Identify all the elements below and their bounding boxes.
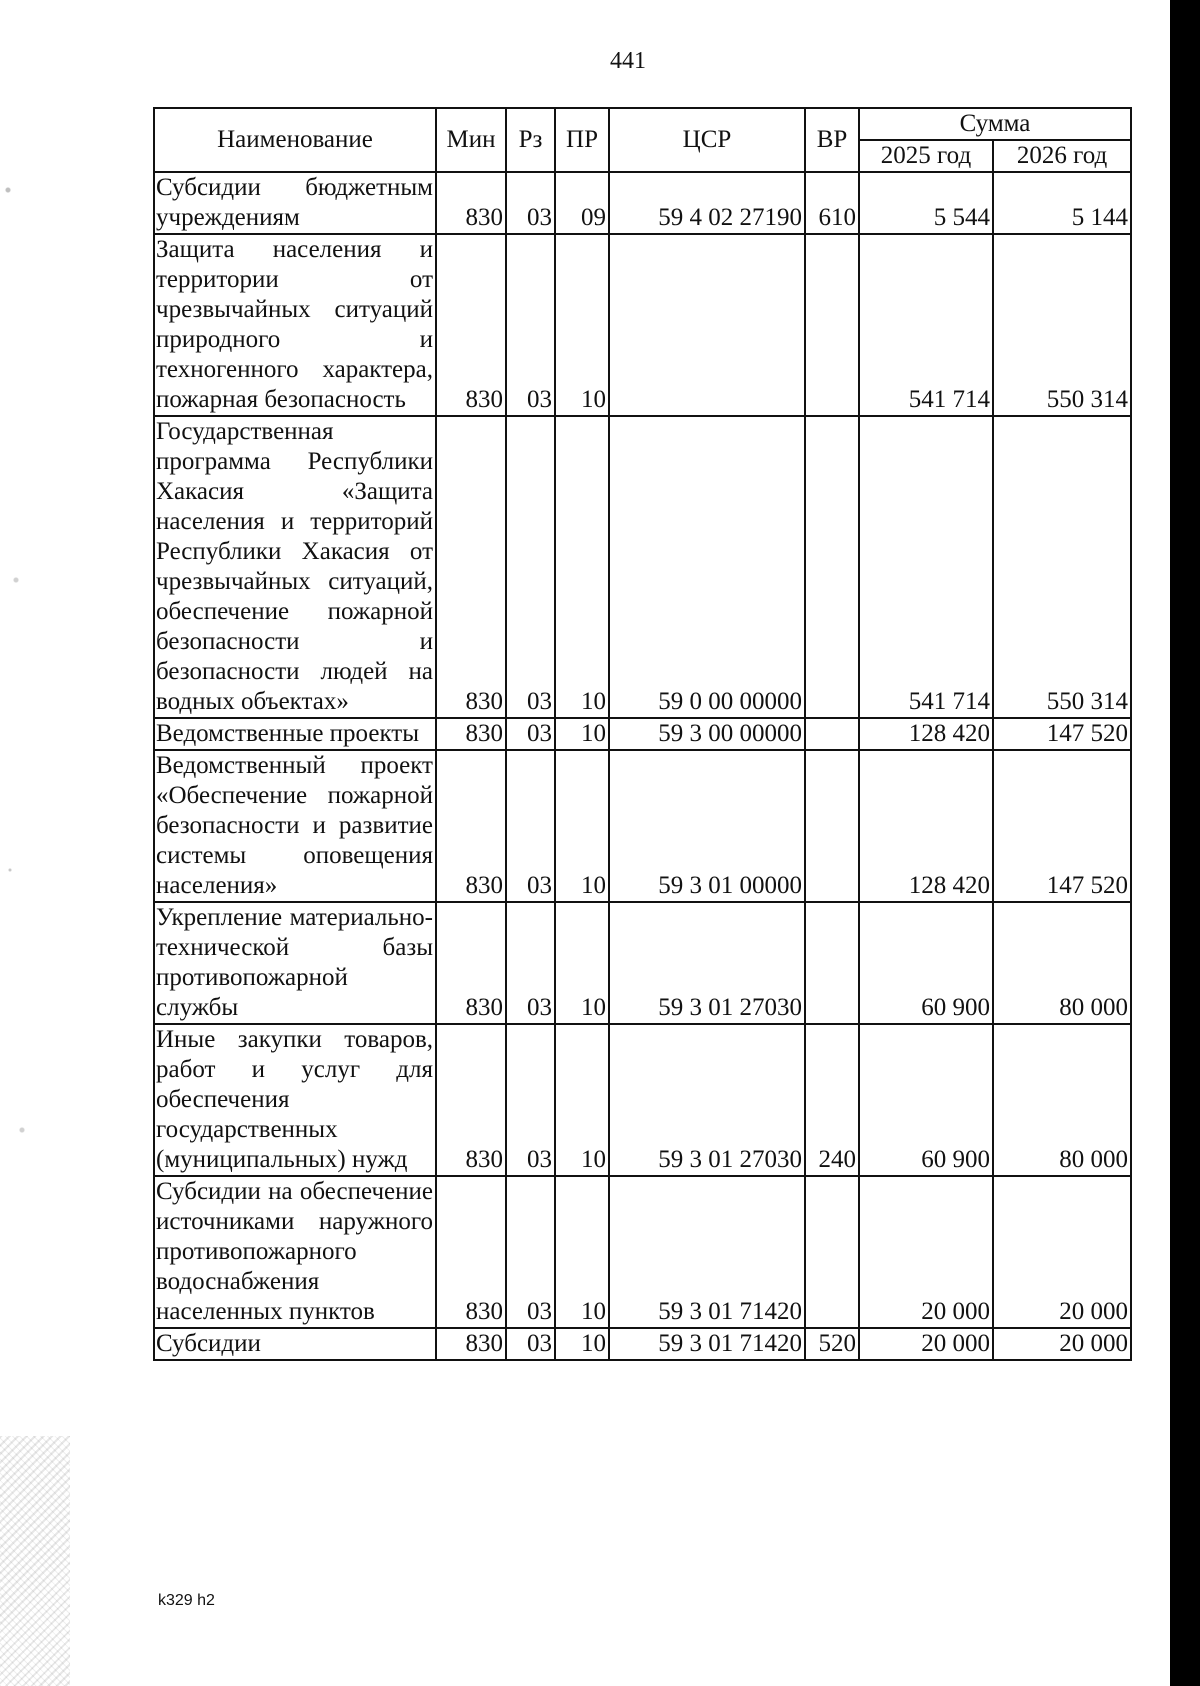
header-rz: Рз [506,108,555,172]
row-sum-2026: 80 000 [993,1024,1131,1176]
row-vr [805,750,859,902]
table-row [154,750,1131,902]
row-csr: 59 3 01 27030 [609,1024,805,1176]
table-row [154,1328,1131,1360]
header-sum: Сумма [859,108,1131,140]
row-name: Защита населения и территории от чрезвычайных ситуаций природного и техногенного характера, пожарная безопасность [154,234,436,416]
row-vr [805,718,859,750]
table-body [154,172,1131,1360]
row-pr: 10 [555,1024,609,1176]
row-pr: 10 [555,750,609,902]
row-sum-2025: 60 900 [859,902,993,1024]
row-sum-2026: 147 520 [993,718,1131,750]
row-sum-2025: 60 900 [859,1024,993,1176]
row-csr: 59 4 02 27190 [609,172,805,234]
row-min: 830 [436,902,506,1024]
row-min: 830 [436,750,506,902]
scan-right-edge-band [1170,0,1200,1686]
row-min: 830 [436,718,506,750]
row-rz: 03 [506,750,555,902]
row-sum-2025: 541 714 [859,234,993,416]
row-pr: 10 [555,718,609,750]
row-sum-2026: 5 144 [993,172,1131,234]
row-rz: 03 [506,718,555,750]
row-pr: 10 [555,902,609,1024]
row-sum-2026: 20 000 [993,1328,1131,1360]
row-sum-2026: 550 314 [993,416,1131,718]
row-min: 830 [436,1024,506,1176]
header-year-2026: 2026 год [993,140,1131,172]
row-vr: 240 [805,1024,859,1176]
row-min: 830 [436,234,506,416]
header-name: Наименование [154,108,436,172]
row-min: 830 [436,416,506,718]
table-header [154,108,1131,172]
row-csr: 59 0 00 00000 [609,416,805,718]
row-name: Иные закупки товаров, работ и услуг для обеспечения государственных (муниципальных) нужд [154,1024,436,1176]
header-vr: ВР [805,108,859,172]
row-csr: 59 3 01 71420 [609,1176,805,1328]
row-rz: 03 [506,172,555,234]
row-csr: 59 3 01 00000 [609,750,805,902]
row-name: Укрепление материально-технической базы противопожарной службы [154,902,436,1024]
table-row [154,902,1131,1024]
row-csr: 59 3 01 71420 [609,1328,805,1360]
row-csr: 59 3 01 27030 [609,902,805,1024]
row-rz: 03 [506,1176,555,1328]
row-pr: 09 [555,172,609,234]
row-vr: 520 [805,1328,859,1360]
budget-table [153,107,1132,1361]
row-name: Субсидии бюджетным учреждениям [154,172,436,234]
table-row [154,1176,1131,1328]
row-csr: 59 3 00 00000 [609,718,805,750]
row-vr [805,1176,859,1328]
scan-corner-noise [0,1436,70,1686]
header-year-2025: 2025 год [859,140,993,172]
row-sum-2025: 5 544 [859,172,993,234]
row-pr: 10 [555,416,609,718]
row-sum-2026: 80 000 [993,902,1131,1024]
table-row [154,718,1131,750]
row-vr [805,234,859,416]
row-pr: 10 [555,1176,609,1328]
row-rz: 03 [506,416,555,718]
row-min: 830 [436,1176,506,1328]
row-vr [805,416,859,718]
row-sum-2026: 20 000 [993,1176,1131,1328]
row-sum-2025: 20 000 [859,1176,993,1328]
header-min: Мин [436,108,506,172]
row-csr [609,234,805,416]
row-rz: 03 [506,1328,555,1360]
table-row [154,1024,1131,1176]
table-row [154,416,1131,718]
row-name: Субсидии на обеспечение источниками наружного противопожарного водоснабжения населенных пунктов [154,1176,436,1328]
row-rz: 03 [506,234,555,416]
row-min: 830 [436,172,506,234]
row-name: Субсидии [154,1328,436,1360]
row-name: Государственная программа Республики Хакасия «Защита населения и территорий Республики Хакасия от чрезвычайных ситуаций, обеспечение пожарной безопасности и безопасности людей на водных объектах» [154,416,436,718]
header-pr: ПР [555,108,609,172]
row-min: 830 [436,1328,506,1360]
row-rz: 03 [506,1024,555,1176]
row-rz: 03 [506,902,555,1024]
footer-stamp: k329 h2 [158,1592,215,1609]
table-row [154,172,1131,234]
row-sum-2025: 128 420 [859,750,993,902]
row-sum-2026: 550 314 [993,234,1131,416]
table-row [154,234,1131,416]
scan-left-edge-noise [0,0,40,1686]
row-sum-2026: 147 520 [993,750,1131,902]
row-vr [805,902,859,1024]
row-pr: 10 [555,234,609,416]
row-name: Ведомственный проект «Обеспечение пожарной безопасности и развитие системы оповещения населения» [154,750,436,902]
row-pr: 10 [555,1328,609,1360]
row-name: Ведомственные проекты [154,718,436,750]
header-csr: ЦСР [609,108,805,172]
row-sum-2025: 541 714 [859,416,993,718]
page-number: 441 [610,48,646,74]
row-sum-2025: 20 000 [859,1328,993,1360]
row-sum-2025: 128 420 [859,718,993,750]
row-vr: 610 [805,172,859,234]
